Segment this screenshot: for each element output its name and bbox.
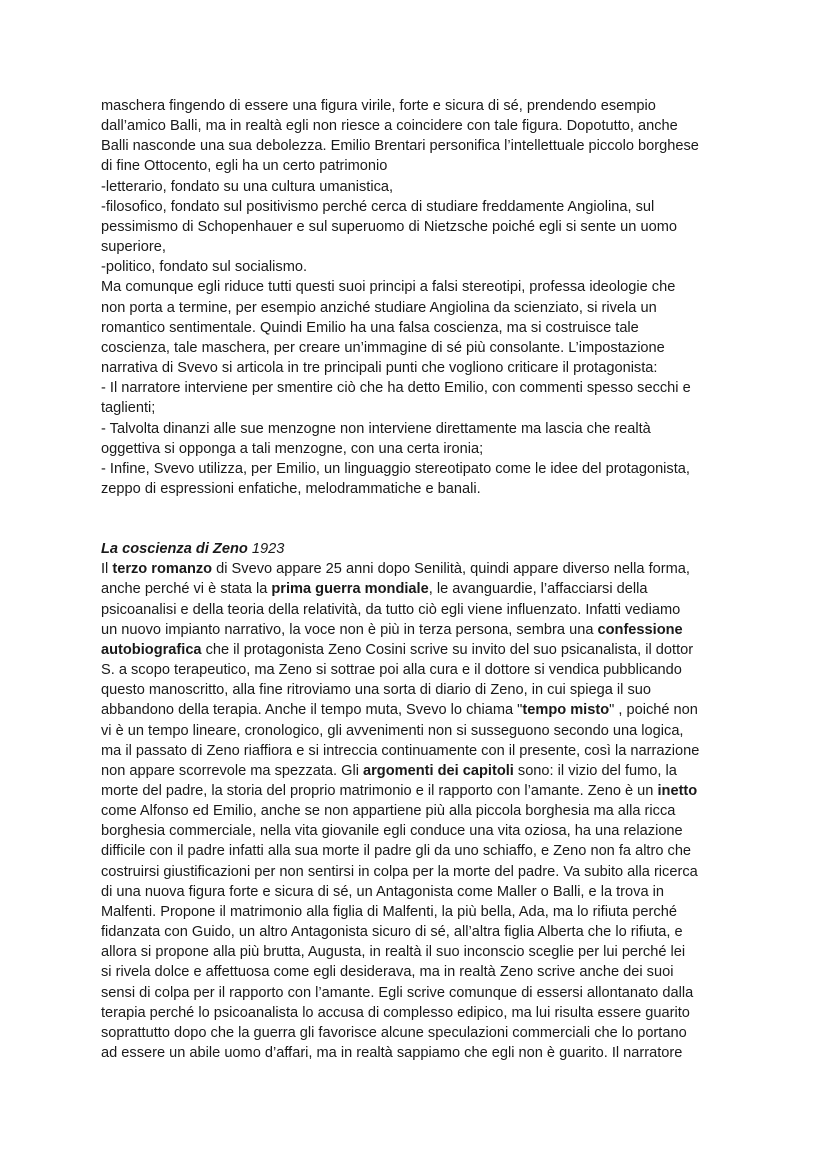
text-line: taglienti; (101, 400, 156, 417)
text-line: autobiografica che il protagonista Zeno Cosini scrive su invito del suo psicanalista, il dottor (101, 641, 694, 658)
text-line: narrativa di Svevo si articola in tre principali punti che vogliono criticare il protagonista: (101, 360, 658, 377)
heading-year: 1923 (251, 541, 285, 558)
section-zeno (101, 539, 731, 1063)
text-line: maschera fingendo di essere una figura virile, forte e sicura di sé, prendendo esempio (101, 98, 656, 114)
section-gap (101, 499, 731, 539)
bold-term: confessione (597, 621, 683, 638)
text-line: Balli nasconde una sua debolezza. Emilio Brentari personifica l’intellettuale piccolo borghese (101, 138, 699, 155)
text-line: non appare scorrevole ma spezzata. Gli argomenti dei capitoli sono: il vizio del fumo, la (101, 762, 677, 779)
text-line: ad essere un abile uomo d’affari, ma in realtà sappiamo che egli non è guarito. Il narratore (101, 1045, 683, 1062)
text-line: -letterario, fondato su una cultura umanistica, (101, 178, 394, 195)
text-line: difficile con il padre infatti alla sua morte il padre gli da uno schiaffo, e Zeno non fa altro che (101, 843, 692, 860)
text-line: coscienza, tale maschera, per creare un’immagine di sé più consolante. L’impostazione (101, 339, 665, 356)
text-line: vi è un tempo lineare, cronologico, gli avvenimenti non si susseguono secondo una logica, (101, 722, 684, 739)
text-line: morte del padre, la storia del proprio matrimonio e il rapporto con l’amante. Zeno è un inetto (101, 783, 698, 799)
text-line: pessimismo di Schopenhauer e sul superuomo di Nietzsche poiché egli si sente un uomo (101, 218, 677, 235)
text-line: Malfenti. Propone il matrimonio alla figlia di Malfenti, la più bella, Ada, ma lo rifiuta perché (101, 903, 677, 920)
text-line: zeppo di espressioni enfatiche, melodrammatiche e banali. (101, 480, 481, 497)
text-line: borghesia commerciale, nella vita giovanile egli conduce una vita oziosa, ha una relazione (101, 823, 683, 840)
text-line: -politico, fondato sul socialismo. (101, 259, 308, 276)
bold-term: autobiografica (101, 641, 202, 658)
text-line: oggettiva si opponga a tali menzogne, con una certa ironia; (101, 440, 484, 457)
text-line: di fine Ottocento, egli ha un certo patrimonio (101, 158, 388, 175)
text-line: - Infine, Svevo utilizza, per Emilio, un linguaggio stereotipato come le idee del protagonista, (101, 460, 690, 477)
text-line: - Talvolta dinanzi alle sue menzogne non interviene direttamente ma lascia che realtà (101, 420, 651, 437)
text-line: ma il passato di Zeno riaffiora e si intreccia continuamente con il presente, così la narrazione (101, 742, 700, 759)
bold-term: inetto (657, 783, 698, 799)
bold-term: argomenti dei capitoli (363, 762, 514, 779)
text-line: si rivela dolce e affettuosa come egli desiderava, ma in realtà Zeno scrive anche dei suoi (101, 964, 674, 981)
text-line: allora si propone alla più brutta, Augusta, in realtà il suo inconscio sceglie per lui perché lei (101, 944, 686, 961)
text-line: come Alfonso ed Emilio, anche se non appartiene più alla piccola borghesia ma alla ricca (101, 803, 676, 820)
text-line: dall’amico Balli, ma in realtà egli non riesce a coincidere con tale figura. Dopotutto, anche (101, 118, 678, 135)
bold-term: tempo misto (522, 702, 610, 719)
text-line: abbandono della terapia. Anche il tempo muta, Svevo lo chiama "tempo misto" , poiché non (101, 702, 698, 719)
text-line: soprattutto dopo che la guerra gli favorisce alcune speculazioni commerciali che lo portano (101, 1024, 687, 1041)
text-line: superiore, (101, 239, 166, 256)
text-line: romantico sentimentale. Quindi Emilio ha una falsa coscienza, ma si costruisce tale (101, 319, 639, 336)
text-line: un nuovo impianto narrativo, la voce non è più in terza persona, sembra una confessione (101, 621, 683, 638)
text-line: -filosofico, fondato sul positivismo perché cerca di studiare freddamente Angiolina, sul (101, 198, 655, 215)
heading-title: La coscienza di Zeno (101, 541, 248, 558)
text-line: Ma comunque egli riduce tutti questi suoi principi a falsi stereotipi, professa ideologie che (101, 279, 676, 296)
text-line: S. a scopo terapeutico, ma Zeno si sottrae poi alla cura e il dottore si vendica pubblicando (101, 662, 682, 679)
bold-term: prima guerra mondiale (271, 581, 429, 598)
text-line: fidanzata con Guido, un altro Antagonista sicuro di sé, all’altra figlia Alberta che lo rifiuta, e (101, 924, 683, 941)
document-page (101, 96, 731, 1063)
section-heading (101, 539, 731, 559)
text-line: sensi di colpa per il rapporto con l’amante. Egli scrive comunque di essersi allontanato dalla (101, 984, 694, 1001)
bold-term: terzo romanzo (112, 561, 213, 578)
text-line: costruirsi giustificazioni per non sentirsi in colpa per la morte del padre. Va subito alla ricerca (101, 863, 698, 880)
text-line: terapia perché lo psicoanalista lo accusa di complesso edipico, ma lui risulta essere guarito (101, 1004, 690, 1021)
section-senilita-text (101, 96, 731, 499)
text-line: questo manoscritto, alla fine ritroviamo una sorta di diario di Zeno, in cui spiega il suo (101, 682, 651, 699)
text-line: non porta a termine, per esempio anziché studiare Angiolina da scienziato, si rivela un (101, 299, 657, 316)
text-line: di una nuova figura forte e sicura di sé, un Antagonista come Maller o Balli, e la trova in (101, 883, 664, 900)
text-line: psicoanalisi e della teoria della relatività, da tutto ciò egli viene influenzato. Infatti vediamo (101, 601, 681, 618)
text-line: anche perché vi è stata la prima guerra mondiale, le avanguardie, l’affacciarsi della (101, 581, 648, 598)
text-line: - Il narratore interviene per smentire ciò che ha detto Emilio, con commenti spesso secchi e (101, 380, 691, 397)
text-line: Il terzo romanzo di Svevo appare 25 anni dopo Senilità, quindi appare diverso nella forma, (101, 561, 690, 578)
